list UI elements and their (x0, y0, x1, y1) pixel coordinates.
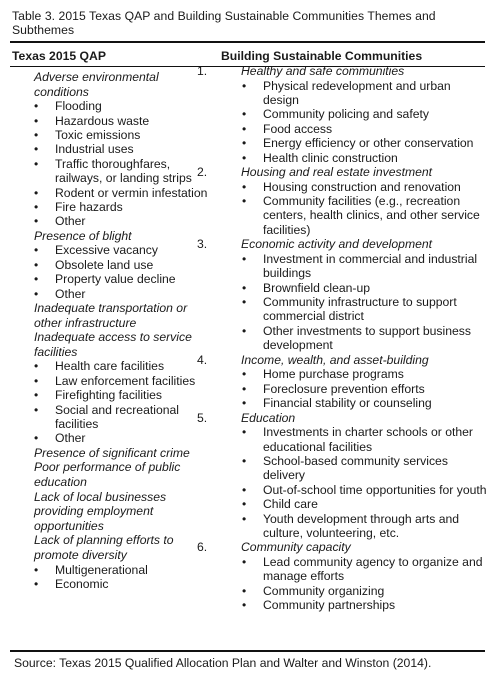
theme-item (12, 533, 212, 562)
subtheme-label: Community organizing (263, 583, 385, 598)
subtheme-item (219, 425, 489, 454)
subtheme-label: Rodent or vermin infestation (55, 185, 208, 200)
theme-number: 4. (197, 352, 208, 367)
subtheme-label: Social and recreational facilities (55, 402, 179, 432)
theme-label: Lack of local businesses providing employment opportunities (34, 489, 167, 533)
subtheme-item (12, 374, 212, 388)
source-note: Source: Texas 2015 Qualified Allocation Plan and Walter and Winston (2014). (14, 656, 432, 670)
bullet-icon: • (34, 577, 39, 592)
bullet-icon: • (34, 562, 39, 577)
theme-item (12, 229, 212, 244)
bullet-icon: • (34, 243, 39, 258)
theme-label: Poor performance of public education (34, 460, 181, 490)
subtheme-item (12, 563, 212, 577)
theme-item (197, 165, 489, 180)
subtheme-item (219, 497, 489, 511)
subtheme-list (219, 555, 489, 613)
subtheme-label: Other investments to support business development (263, 323, 471, 353)
subtheme-label: Energy efficiency or other conservation (263, 136, 474, 151)
subtheme-label: Flooding (55, 99, 102, 114)
bullet-icon: • (34, 99, 39, 114)
bullet-icon: • (242, 179, 247, 194)
bullet-icon: • (242, 396, 247, 411)
subtheme-label: Foreclosure prevention efforts (263, 381, 425, 396)
subtheme-item (219, 324, 489, 353)
bullet-icon: • (242, 78, 247, 93)
bullet-icon: • (242, 251, 247, 266)
subtheme-label: Economic (55, 577, 109, 592)
theme-item (12, 330, 212, 359)
subtheme-item (219, 483, 489, 497)
theme-item (12, 490, 212, 534)
subtheme-item (219, 107, 489, 121)
bullet-icon: • (242, 425, 247, 440)
theme-label: Presence of significant crime (34, 445, 190, 460)
bullet-icon: • (34, 286, 39, 301)
bullet-icon: • (34, 373, 39, 388)
subtheme-item (12, 431, 212, 445)
bullet-icon: • (34, 257, 39, 272)
subtheme-list (219, 425, 489, 540)
subtheme-item (219, 295, 489, 324)
bullet-icon: • (242, 280, 247, 295)
subtheme-label: Out-of-school time opportunities for youth (263, 482, 487, 497)
bullet-icon: • (242, 121, 247, 136)
table-bottom-rule (10, 650, 485, 652)
bullet-icon: • (34, 200, 39, 215)
subtheme-list (219, 252, 489, 353)
theme-number (12, 460, 34, 475)
theme-number: 6. (197, 540, 208, 555)
theme-label: Lack of planning efforts to promote diversity (34, 533, 174, 563)
theme-label: Education (241, 410, 296, 425)
theme-number (12, 490, 34, 505)
theme-number: 2. (197, 165, 208, 180)
bullet-icon: • (242, 323, 247, 338)
theme-label: Housing and real estate investment (241, 165, 433, 180)
subtheme-item (12, 403, 212, 432)
bullet-icon: • (242, 583, 247, 598)
bullet-icon: • (34, 214, 39, 229)
subtheme-item (12, 200, 212, 214)
theme-number: 1. (197, 64, 208, 78)
bullet-icon: • (242, 381, 247, 396)
theme-item (12, 301, 212, 330)
subtheme-label: Food access (263, 121, 333, 136)
bullet-icon: • (34, 272, 39, 287)
subtheme-label: Community infrastructure to support commercial district (263, 295, 457, 324)
bullet-icon: • (242, 107, 247, 122)
theme-item (197, 410, 489, 426)
bullet-icon: • (242, 453, 247, 468)
subtheme-label: Youth development through arts and culture, volunteering, etc. (263, 511, 460, 540)
subtheme-label: Community partnerships (263, 598, 396, 613)
right-column-header: Building Sustainable Communities (221, 49, 423, 63)
bullet-icon: • (34, 185, 39, 200)
theme-item (197, 352, 489, 368)
subtheme-label: Home purchase programs (263, 367, 404, 382)
theme-number (12, 446, 34, 461)
subtheme-label: Property value decline (55, 272, 176, 287)
subtheme-item (12, 142, 212, 156)
theme-label: Inadequate access to service facilities (34, 330, 192, 359)
subtheme-label: Housing construction and renovation (263, 179, 461, 194)
subtheme-label: Investment in commercial and industrial buildings (263, 251, 478, 281)
bullet-icon: • (34, 113, 39, 128)
bullet-icon: • (34, 402, 39, 417)
subtheme-item (219, 194, 489, 237)
theme-number (12, 330, 34, 345)
subtheme-item (12, 359, 212, 373)
subtheme-item (219, 136, 489, 150)
subtheme-item (12, 577, 212, 591)
bullet-icon: • (242, 598, 247, 613)
subtheme-label: Other (55, 214, 86, 229)
theme-label: Income, wealth, and asset-building (241, 352, 429, 367)
subtheme-item (12, 287, 212, 301)
subtheme-label: Traffic thoroughfares, railways, or landing strips (55, 156, 192, 186)
subtheme-item (219, 180, 489, 194)
bullet-icon: • (242, 295, 247, 310)
theme-number (12, 301, 34, 316)
theme-item (12, 70, 212, 99)
subtheme-label: Investments in charter schools or other educational facilities (263, 425, 473, 454)
theme-label: Economic activity and development (241, 237, 433, 252)
texas-qap-column (12, 70, 212, 591)
subtheme-label: Other (55, 431, 86, 446)
subtheme-label: Health clinic construction (263, 150, 398, 165)
subtheme-label: Industrial uses (55, 142, 134, 157)
theme-item (12, 446, 212, 461)
bullet-icon: • (34, 431, 39, 446)
bullet-icon: • (242, 367, 247, 382)
subtheme-item (219, 252, 489, 281)
subtheme-item (12, 243, 212, 257)
subtheme-item (12, 99, 212, 113)
subtheme-label: Lead community agency to organize and manage efforts (263, 554, 483, 584)
subtheme-label: Obsolete land use (55, 257, 154, 272)
subtheme-item (12, 186, 212, 200)
subtheme-list (12, 359, 212, 445)
subtheme-label: Hazardous waste (55, 113, 150, 128)
subtheme-item (12, 128, 212, 142)
subtheme-item (219, 584, 489, 598)
subtheme-item (219, 79, 489, 108)
subtheme-item (219, 281, 489, 295)
theme-number (12, 533, 34, 548)
theme-label: Presence of blight (34, 228, 132, 243)
subtheme-item (12, 388, 212, 402)
bullet-icon: • (242, 136, 247, 151)
bullet-icon: • (242, 554, 247, 569)
subtheme-label: Physical redevelopment and urban design (263, 78, 451, 107)
table-top-rule (10, 41, 485, 43)
bullet-icon: • (34, 142, 39, 157)
subtheme-item (12, 272, 212, 286)
bullet-icon: • (242, 194, 247, 209)
subtheme-item (12, 114, 212, 128)
subtheme-item (219, 454, 489, 483)
subtheme-label: School-based community services delivery (263, 453, 448, 483)
sustainable-communities-column (197, 64, 489, 613)
subtheme-label: Multigenerational (55, 562, 148, 577)
subtheme-list (219, 367, 489, 410)
theme-number: 5. (197, 410, 208, 425)
bullet-icon: • (34, 388, 39, 403)
subtheme-item (219, 382, 489, 396)
bullet-icon: • (242, 482, 247, 497)
subtheme-label: Child care (263, 497, 318, 512)
subtheme-list (12, 99, 212, 229)
subtheme-item (12, 157, 212, 186)
theme-number: 3. (197, 237, 208, 252)
subtheme-label: Toxic emissions (55, 128, 141, 142)
subtheme-item (219, 555, 489, 584)
subtheme-label: Community facilities (e.g., recreation centers, health clinics, and other service facilities) (263, 194, 480, 237)
left-column-header: Texas 2015 QAP (12, 49, 106, 63)
subtheme-label: Firefighting facilities (55, 388, 163, 403)
theme-number (12, 229, 34, 244)
subtheme-label: Community policing and safety (263, 107, 429, 122)
subtheme-list (219, 79, 489, 165)
bullet-icon: • (34, 128, 39, 142)
table-caption: Table 3. 2015 Texas QAP and Building Sustainable Communities Themes and Subthemes (12, 9, 436, 37)
subtheme-label: Brownfield clean-up (263, 280, 371, 295)
theme-label: Adverse environmental conditions (34, 70, 159, 99)
theme-item (197, 64, 489, 79)
subtheme-item (219, 512, 489, 541)
bullet-icon: • (242, 511, 247, 526)
theme-label: Inadequate transportation or other infrastructure (34, 301, 188, 330)
theme-item (12, 460, 212, 489)
subtheme-item (219, 122, 489, 136)
theme-item (197, 237, 489, 252)
subtheme-list (12, 563, 212, 592)
theme-label: Community capacity (241, 540, 351, 555)
subtheme-item (219, 367, 489, 381)
subtheme-item (219, 598, 489, 612)
bullet-icon: • (34, 359, 39, 374)
bullet-icon: • (242, 497, 247, 512)
subtheme-list (219, 180, 489, 238)
subtheme-item (219, 396, 489, 410)
subtheme-item (12, 258, 212, 272)
subtheme-list (12, 243, 212, 301)
theme-number (12, 70, 34, 85)
theme-label: Healthy and safe communities (241, 64, 405, 78)
subtheme-label: Financial stability or counseling (263, 396, 432, 411)
subtheme-label: Other (55, 286, 86, 301)
theme-item (197, 540, 489, 555)
subtheme-label: Excessive vacancy (55, 243, 158, 258)
subtheme-label: Law enforcement facilities (55, 373, 196, 388)
subtheme-item (12, 214, 212, 228)
bullet-icon: • (242, 150, 247, 165)
subtheme-label: Health care facilities (55, 359, 165, 374)
subtheme-label: Fire hazards (55, 200, 123, 215)
subtheme-item (219, 151, 489, 165)
bullet-icon: • (34, 156, 39, 171)
